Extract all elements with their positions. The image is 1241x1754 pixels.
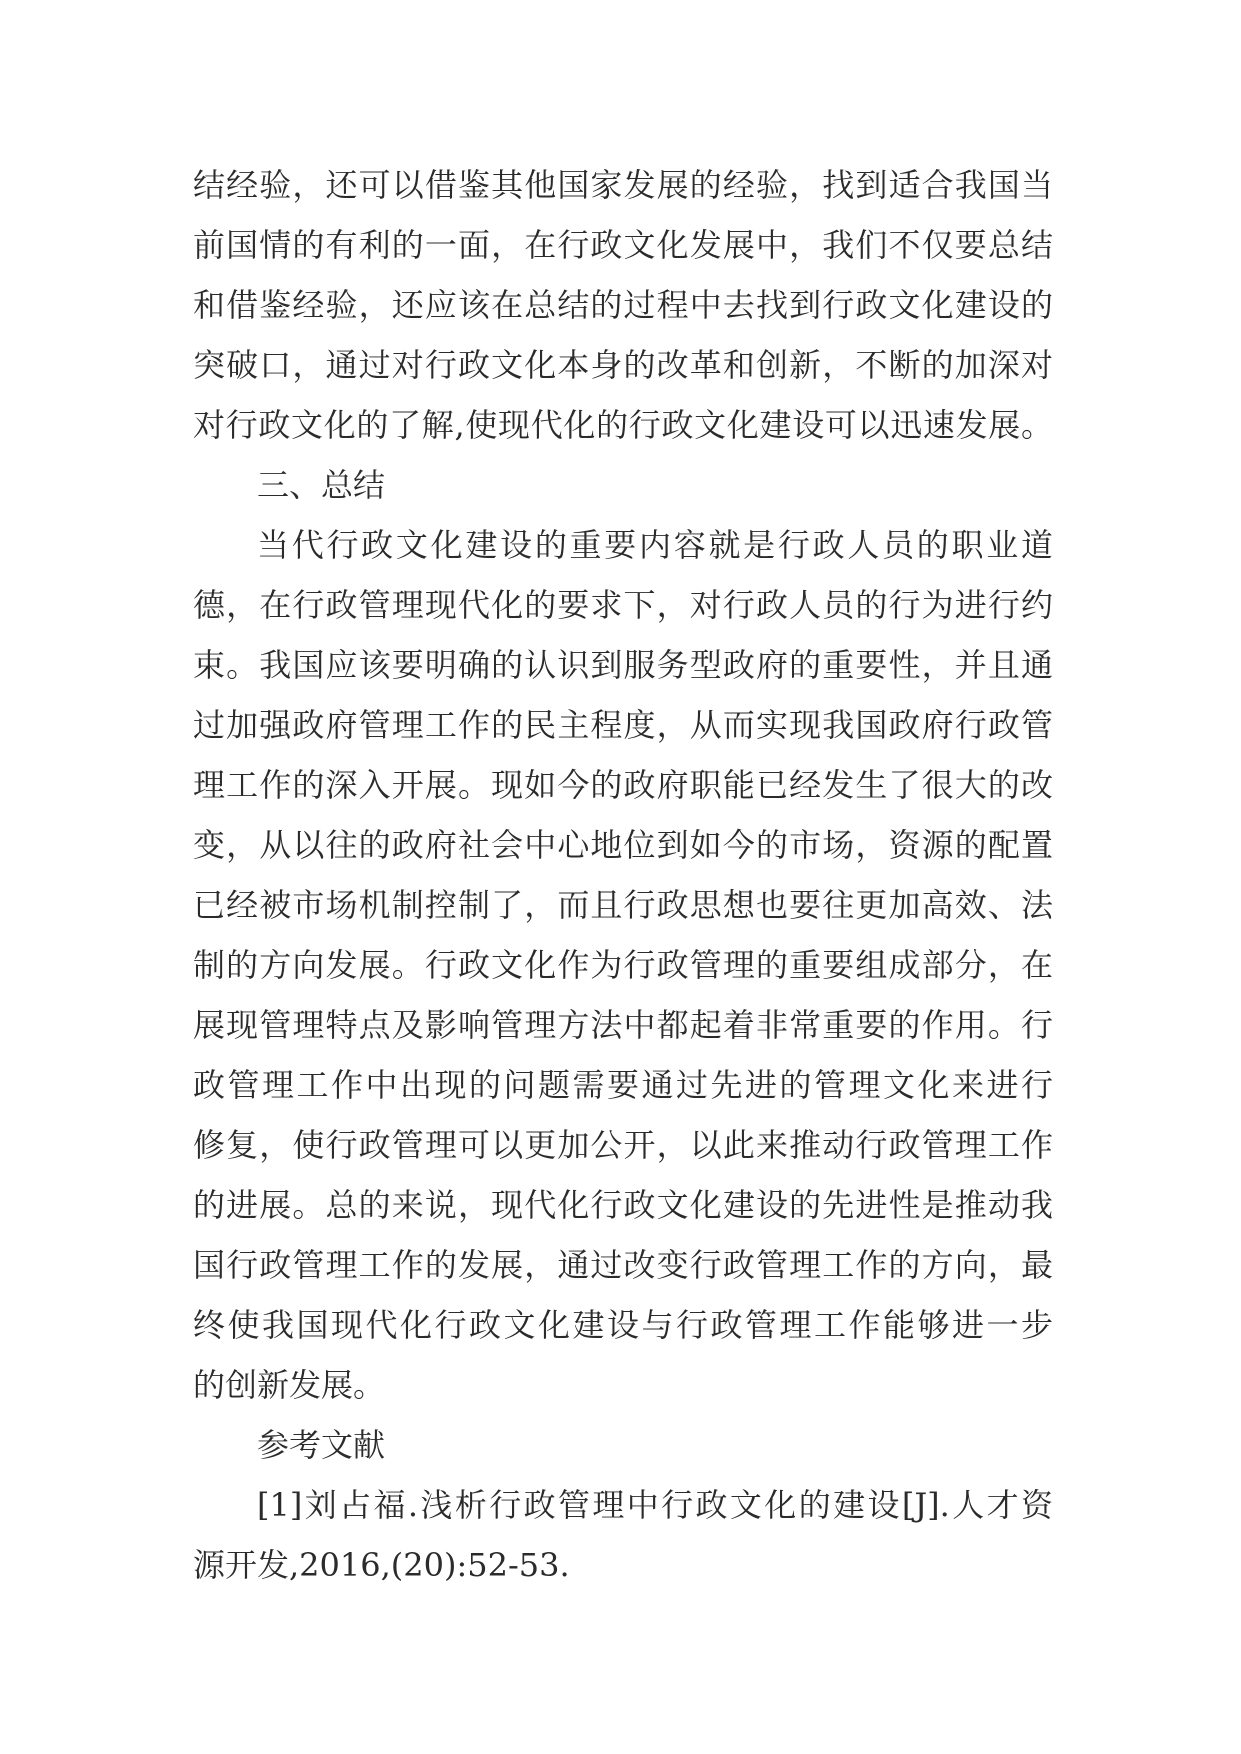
text-line: 终使我国现代化行政文化建设与行政管理工作能够进一步 — [193, 1306, 1053, 1344]
text-line: 束。我国应该要明确的认识到服务型政府的重要性，并且通 — [193, 646, 1053, 684]
text-line: 展现管理特点及影响管理方法中都起着非常重要的作用。行 — [193, 1006, 1053, 1044]
text-line: 前国情的有利的一面，在行政文化发展中，我们不仅要总结 — [193, 226, 1053, 264]
text-line: 已经被市场机制控制了，而且行政思想也要往更加高效、法 — [193, 886, 1053, 924]
section-heading-references: 参考文献 — [257, 1426, 386, 1464]
text-line: 德，在行政管理现代化的要求下，对行政人员的行为进行约 — [193, 586, 1053, 624]
reference-item — [193, 1475, 1053, 1595]
paragraph-summary — [193, 515, 1053, 1415]
text-line: 当代行政文化建设的重要内容就是行政人员的职业道 — [257, 526, 1053, 564]
text-line: 过加强政府管理工作的民主程度，从而实现我国政府行政管 — [193, 706, 1053, 744]
paragraph-experience — [193, 155, 1053, 455]
text-line: 的创新发展。 — [193, 1366, 386, 1404]
text-line: 和借鉴经验，还应该在总结的过程中去找到行政文化建设的 — [193, 286, 1053, 324]
text-line: 国行政管理工作的发展，通过改变行政管理工作的方向，最 — [193, 1246, 1053, 1284]
text-line: 政管理工作中出现的问题需要通过先进的管理文化来进行 — [193, 1066, 1053, 1104]
text-line: 对行政文化的了解,使现代化的行政文化建设可以迅速发展。 — [193, 406, 1053, 444]
text-line: 修复，使行政管理可以更加公开，以此来推动行政管理工作 — [193, 1126, 1053, 1164]
document-page — [193, 155, 1053, 1595]
text-line: 结经验，还可以借鉴其他国家发展的经验，找到适合我国当 — [193, 166, 1053, 204]
section-heading-summary: 三、总结 — [257, 466, 386, 504]
text-line: 源开发,2016,(20):52-53. — [193, 1546, 570, 1584]
text-line: 变，从以往的政府社会中心地位到如今的市场，资源的配置 — [193, 826, 1053, 864]
text-line: 理工作的深入开展。现如今的政府职能已经发生了很大的改 — [193, 766, 1053, 804]
text-line: [1]刘占福.浅析行政管理中行政文化的建设[J].人才资 — [257, 1486, 1053, 1524]
text-line: 制的方向发展。行政文化作为行政管理的重要组成部分，在 — [193, 946, 1053, 984]
text-line: 的进展。总的来说，现代化行政文化建设的先进性是推动我 — [193, 1186, 1053, 1224]
text-line: 突破口，通过对行政文化本身的改革和创新，不断的加深对 — [193, 346, 1053, 384]
